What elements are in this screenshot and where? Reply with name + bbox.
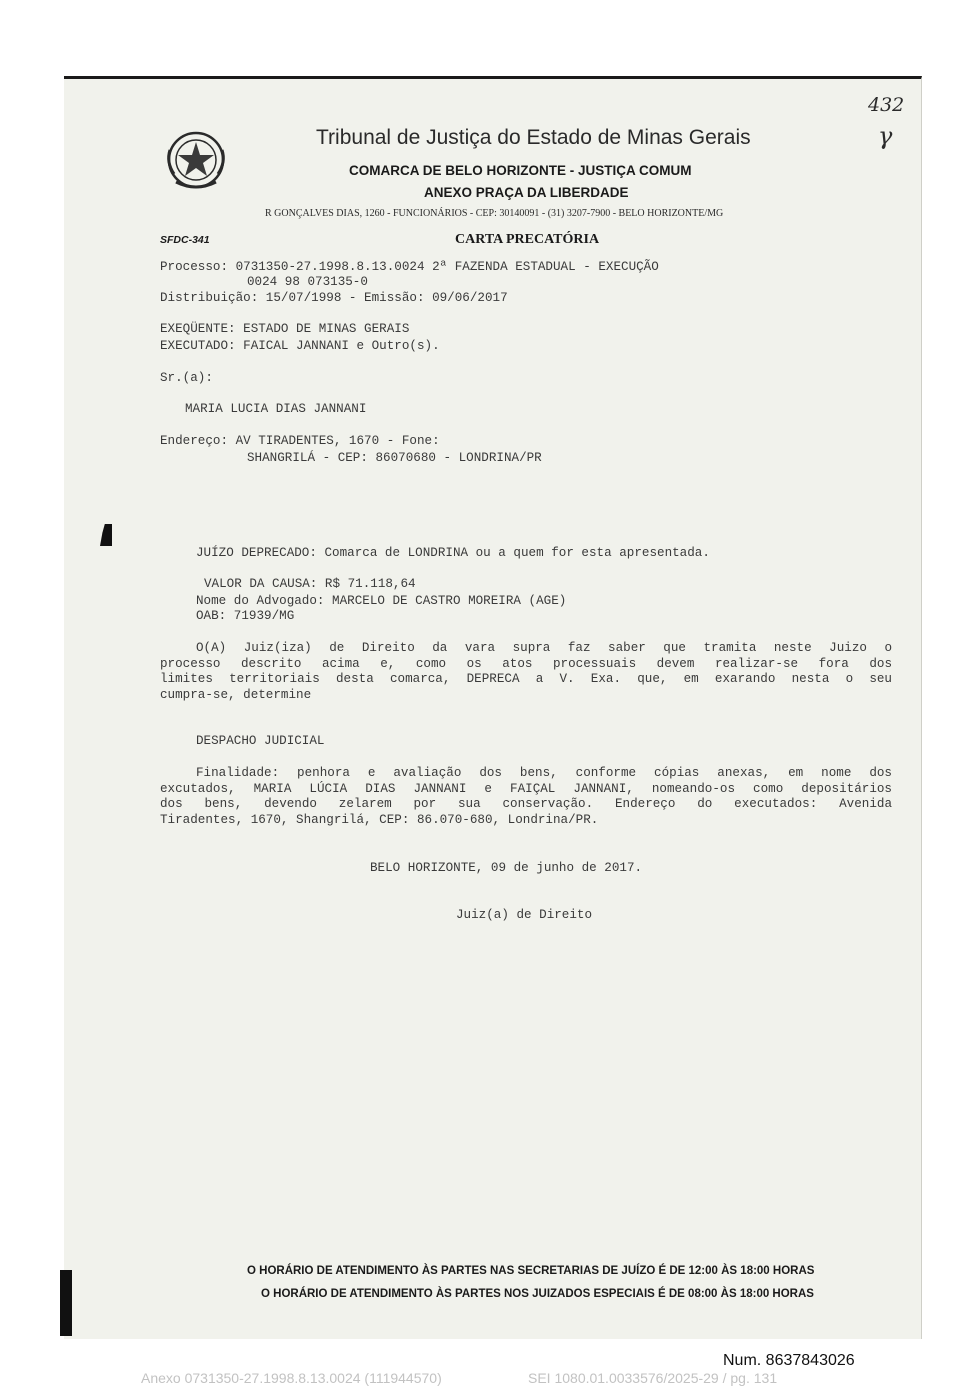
- recipient-address-2: SHANGRILÁ - CEP: 86070680 - LONDRINA/PR: [247, 451, 542, 465]
- body-paragraph: [160, 641, 892, 703]
- body-line: O(A) Juiz(iza) de Direito da vara supra faz saber que tramita neste Juizo o: [196, 641, 892, 655]
- despacho-title: DESPACHO JUDICIAL: [196, 734, 325, 748]
- despacho-line: Tiradentes, 1670, Shangrilá, CEP: 86.070-680, Londrina/PR.: [160, 812, 599, 827]
- footer-hours-juizados: O HORÁRIO DE ATENDIMENTO ÀS PARTES NOS JUIZADOS ESPECIAIS É DE 08:00 ÀS 18:00 HORAS: [261, 1288, 814, 1300]
- executado: EXECUTADO: FAICAL JANNANI e Outro(s).: [160, 339, 440, 353]
- distribution-date: Distribuição: 15/07/1998 - Emissão: 09/06/2017: [160, 291, 508, 305]
- salutation: Sr.(a):: [160, 371, 213, 385]
- annex: ANEXO PRAÇA DA LIBERDADE: [424, 185, 629, 200]
- document-title: CARTA PRECATÓRIA: [455, 232, 600, 247]
- valor-causa: VALOR DA CAUSA: R$ 71.118,64: [204, 577, 416, 591]
- despacho-line: excutados, MARIA LÚCIA DIAS JANNANI e FAIÇAL JANNANI, nomeando-os como depositários: [160, 781, 892, 796]
- court-name: Tribunal de Justiça do Estado de Minas Gerais: [316, 126, 751, 149]
- court-address: R GONÇALVES DIAS, 1260 - FUNCIONÁRIOS - CEP: 30140091 - (31) 3207-7900 - BELO HORIZONTE/MG: [265, 208, 724, 219]
- annex-reference: Anexo 0731350-27.1998.8.13.0024 (111944570): [141, 1370, 442, 1386]
- document-number: Num. 8637843026: [723, 1352, 855, 1369]
- scan-edge-shadow: [60, 1270, 72, 1336]
- advogado: Nome do Advogado: MARCELO DE CASTRO MOREIRA (AGE): [196, 594, 567, 608]
- process-number: 0024 98 073135-0: [247, 275, 368, 289]
- process-line: Processo: 0731350-27.1998.8.13.0024 2ª FAZENDA ESTADUAL - EXECUÇÃO: [160, 260, 659, 274]
- sei-reference: SEI 1080.01.0033576/2025-29 / pg. 131: [528, 1370, 778, 1386]
- comarca: COMARCA DE BELO HORIZONTE - JUSTIÇA COMUM: [349, 163, 692, 178]
- handwritten-page-number: 432: [868, 94, 905, 116]
- despacho-line: Finalidade: penhora e avaliação dos bens, conforme cópias anexas, em nome dos: [196, 766, 892, 780]
- exequente: EXEQÜENTE: ESTADO DE MINAS GERAIS: [160, 322, 410, 336]
- body-line: processo descrito acima e, como os atos processuais devem realizar-se fora dos: [160, 656, 892, 671]
- recipient-address: Endereço: AV TIRADENTES, 1670 - Fone:: [160, 434, 440, 448]
- recipient-name: MARIA LUCIA DIAS JANNANI: [185, 402, 367, 416]
- footer-hours-secretarias: O HORÁRIO DE ATENDIMENTO ÀS PARTES NAS SECRETARIAS DE JUÍZO É DE 12:00 ÀS 18:00 HORAS: [247, 1265, 815, 1277]
- judge-signature-line: Juiz(a) de Direito: [456, 908, 593, 922]
- place-date: BELO HORIZONTE, 09 de junho de 2017.: [370, 861, 643, 875]
- handwritten-initial: γ: [878, 122, 893, 150]
- despacho-line: dos bens, devendo zelarem por sua conservação. Endereço do executados: Avenida: [160, 797, 892, 811]
- despacho-paragraph: [160, 766, 892, 828]
- form-code: SFDC-341: [160, 234, 210, 246]
- oab: OAB: 71939/MG: [196, 609, 295, 623]
- body-line: limites territoriais desta comarca, DEPRECA a V. Exa. que, em exarando nesta o seu: [160, 672, 892, 686]
- juizo-deprecado: JUÍZO DEPRECADO: Comarca de LONDRINA ou a quem for esta apresentada.: [196, 546, 710, 560]
- coat-of-arms-icon: [164, 128, 228, 192]
- body-line: cumpra-se, determine: [160, 687, 312, 702]
